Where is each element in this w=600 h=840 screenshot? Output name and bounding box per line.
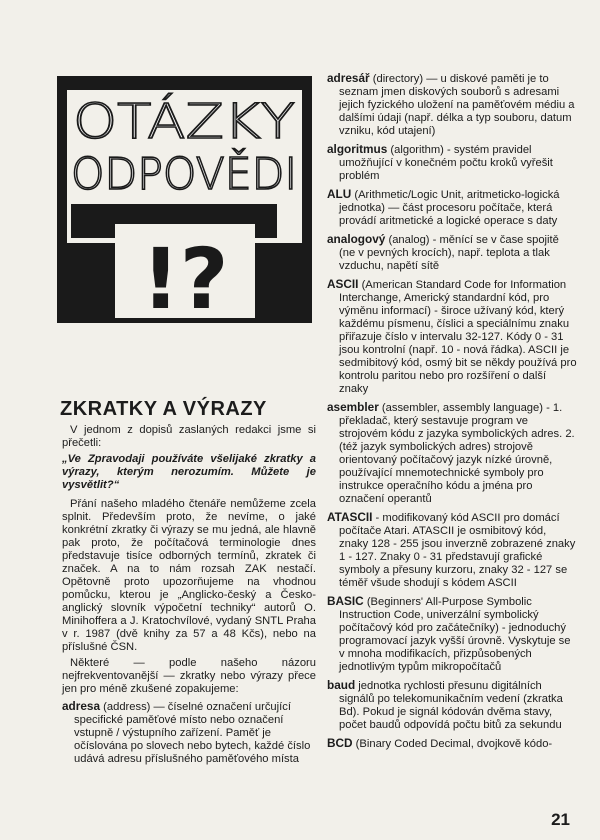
glossary-term: BASIC [327,594,364,608]
logo-symbol: !? [141,230,229,323]
glossary-definition: - modifikovaný kód ASCII pro domácí počítače Atari. ATASCII je osmibitový kód, znaky 128 - 255 jsou inverzně zobrazené znaky 1 - 127. Znaky 0 - 31 představují grafické symboly a přesuny kurzoru, znaky 32 - 127 se téměř všude shodují s kódem ASCII [339,512,576,589]
glossary-term: ALU [327,187,352,201]
glossary-term: asembler [327,400,379,414]
glossary-term: ASCII [327,277,359,291]
glossary-entry-bcd [327,737,577,751]
glossary-definition: (assembler, assembly language) - 1. překladač, který sestavuje program ve strojovém kódu z jazyka symbolických adres. 2. (též jazyk symbolických adres) strojově orientovaný počítačový jazyk nízké úrovně, používající mnemotechnické symboly pro instrukce operačního kódu a jména pro označení operantů [339,402,575,505]
glossary-definition: (address) — číselné označení určující specifické paměťové místo nebo označení vstupně / výstupního zařízení. Paměť je očíslována po slovech nebo bytech, každé číslo udává adresu příslušného paměťového místa [74,701,311,765]
glossary-term: baud [327,678,356,692]
answer-paragraph: Některé — podle našeho názoru nejfrekventovanější — zkratky nebo výrazy přece jen pro méně zkušené zopakujeme: [62,657,316,695]
otazky-odpovedi-logo [57,76,312,323]
glossary-entry-atascii [327,511,577,590]
glossary-entry-adresar [327,72,577,138]
glossary-term: analogový [327,232,386,246]
glossary-term: adresář [327,71,370,85]
page-number: 21 [551,810,570,829]
glossary-entry-basic [327,595,577,674]
glossary-entry-ascii [327,278,577,396]
glossary-term: ATASCII [327,510,373,524]
glossary-definition: (algorithm) - systém pravidel umožňující v konečném počtu kroků vyřešit problém [339,144,553,182]
logo-line1: OTÁZKY [73,94,263,150]
glossary-definition: jednotka rychlosti přesunu digitálních signálů po telekomunikačním vedení (zkratka Bd). Pokud je signál kódován dvěma stavy, počet baudů odpovídá počtu bitů za sekundu [339,680,563,731]
glossary-entry-analogovy [327,233,577,273]
logo-line2: ODPOVĚDI [71,149,305,200]
left-column [62,424,316,771]
glossary-entry-asembler [327,401,577,506]
glossary-definition: (American Standard Code for Information Interchange, Americký standardní kód, pro výměnu informací) - široce užívaný kód, který každému písmenu, číslici a speciálnímu znaku přiřazuje číslo v intervalu 32-127. Kódy 0 - 31 jsou kontrolní (např. 10 - nová řádka). ASCII je sedmibitový kód, osmý bit se někdy používá pro kontrolu paritou nebo pro rozšíření o další znaky [339,279,577,395]
glossary-term: algoritmus [327,142,388,156]
glossary-definition: (Arithmetic/Logic Unit, aritmeticko-logická jednotka) — část procesoru počítače, která provádí aritmetické a logické operace s daty [339,189,560,227]
section-title: ZKRATKY A VÝRAZY [60,398,267,420]
reader-question: „Ve Zpravodaji používáte všelijaké zkratky a výrazy, kterým nerozumím. Můžete je vysvětlit?“ [62,453,316,491]
glossary-definition: (Binary Coded Decimal, dvojkově kódo- [352,738,553,750]
glossary-definition: (directory) — u diskové paměti je to seznam jmen diskových souborů s adresami jejich fyzického uložení na paměťovém médiu a dalšími údaji (např. délka a typ souboru, datum vzniku, kód utajení) [339,73,575,137]
glossary-definition: (Beginners' All-Purpose Symbolic Instruction Code, univerzální symbolický počítačový kód pro začátečníky) - jednoduchý programovací jazyk vyšší úrovně. Vyskytuje se v mnoha modifikacích, přizpůsobených jednotlivým typům mikropočítačů [339,596,571,673]
glossary-entry-alu [327,188,577,228]
glossary-definition: (analog) - měnící se v čase spojitě (ne v pevných krocích), např. teplota a tlak vzduchu, napětí sítě [339,234,559,272]
glossary-term: BCD [327,736,353,750]
right-column [327,72,577,756]
glossary-entry-algoritmus [327,143,577,183]
glossary-term: adresa [62,699,101,713]
answer-paragraph: Přání našeho mladého čtenáře nemůžeme zcela splnit. Především proto, že nevíme, o jaké konkrétní zkratky či výrazy se mu jedná, ale hlavně pak proto, že počítačová terminologie dnes představuje tisíce odborných termínů, zkratek či značek. A na to nám rozsah ZAK nestačí. Opětovně proto upozorňujeme na vhodnou pomůcku, kterou je „Anglicko-český a Česko-anglický slovník výpočetní techniky“ autorů O. Minihoffera a J. Kratochvílové, vydaný SNTL Praha v r. 1987 (dvě knihy za 57 a 48 Kčs), nebo na příslušné ČSN. [62,498,316,653]
glossary-entry-adresa [62,700,316,766]
glossary-entry-baud [327,679,577,732]
intro-paragraph: V jednom z dopisů zaslaných redakci jsme si přečetli: [62,424,316,449]
